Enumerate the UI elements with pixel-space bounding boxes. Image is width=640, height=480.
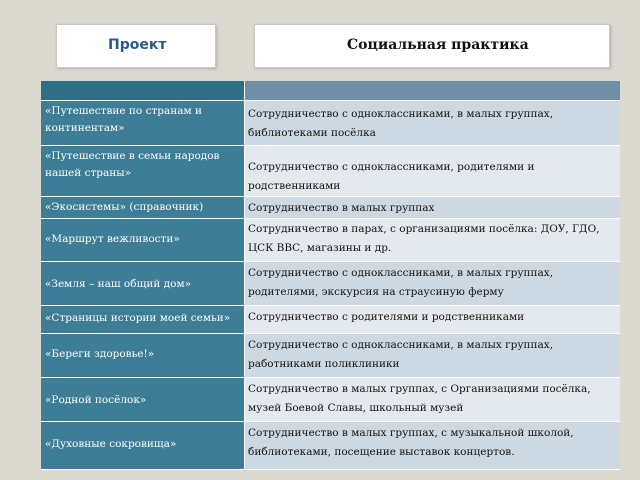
practice-cell: Сотрудничество в малых группах, с Организациями посёлка, музей Боевой Славы, школьный музей xyxy=(245,378,620,422)
project-cell: «Земля – наш общий дом» xyxy=(41,262,245,306)
social-practice-header-box xyxy=(254,24,610,68)
practice-cell: Сотрудничество в парах, с организациями посёлка: ДОУ, ГДО, ЦСК ВВС, магазины и др. xyxy=(245,219,620,262)
table-header-row xyxy=(41,81,620,101)
projects-table xyxy=(41,81,620,470)
project-header-box xyxy=(56,24,216,68)
table-row xyxy=(41,197,620,219)
project-cell: «Духовные сокровища» xyxy=(41,422,245,470)
project-cell: «Родной посёлок» xyxy=(41,378,245,422)
project-cell: «Экосистемы» (справочник) xyxy=(41,197,245,219)
table-row xyxy=(41,378,620,422)
project-header-title: Проект xyxy=(108,37,167,53)
table-row xyxy=(41,422,620,470)
project-cell: «Путешествие по странам и континентам» xyxy=(41,101,245,146)
practice-cell: Сотрудничество с родителями и родственниками xyxy=(245,306,620,334)
table-row xyxy=(41,219,620,262)
practice-cell: Сотрудничество в малых группах xyxy=(245,197,620,219)
project-cell: «Маршрут вежливости» xyxy=(41,219,245,262)
project-cell: «Страницы истории моей семьи» xyxy=(41,306,245,334)
table-header-right xyxy=(245,81,620,101)
practice-cell: Сотрудничество с одноклассниками, в малых группах, родителями, экскурсия на страусиную ферму xyxy=(245,262,620,306)
practice-cell: Сотрудничество с одноклассниками, в малых группах, работниками поликлиники xyxy=(245,334,620,378)
table-row xyxy=(41,262,620,306)
practice-cell: Сотрудничество в малых группах, с музыкальной школой, библиотеками, посещение выставок концертов. xyxy=(245,422,620,470)
social-practice-header-title: Социальная практика xyxy=(347,37,529,53)
practice-cell: Сотрудничество с одноклассниками, в малых группах, библиотеками посёлка xyxy=(245,101,620,146)
project-cell: «Береги здоровье!» xyxy=(41,334,245,378)
table-row xyxy=(41,146,620,197)
practice-cell: Сотрудничество с одноклассниками, родителями и родственниками xyxy=(245,146,620,197)
project-cell: «Путешествие в семьи народов нашей страны» xyxy=(41,146,245,197)
table-row xyxy=(41,334,620,378)
table-header-left xyxy=(41,81,245,101)
table-row xyxy=(41,306,620,334)
table-row xyxy=(41,101,620,146)
